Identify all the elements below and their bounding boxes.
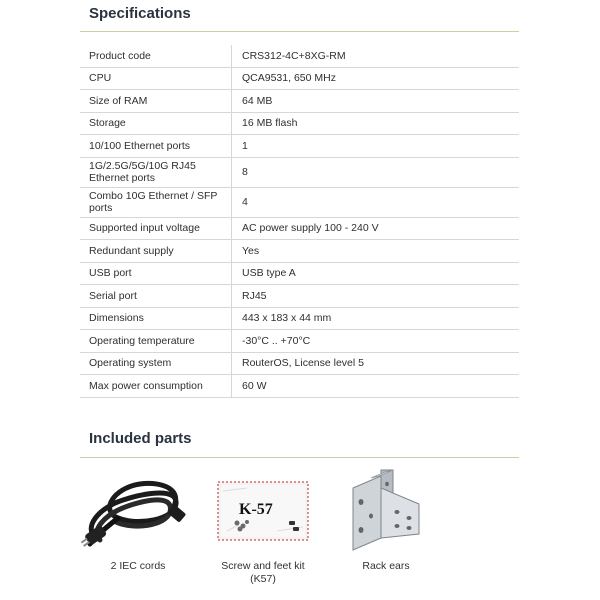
table-row (80, 307, 519, 330)
part-rack-ears (311, 468, 461, 573)
table-row (80, 112, 519, 135)
table-row (80, 157, 519, 187)
svg-text:K-57: K-57 (239, 501, 273, 518)
specifications-divider (80, 31, 519, 32)
table-row (80, 67, 519, 90)
spec-key: Serial port (80, 285, 232, 308)
spec-value: RouterOS, License level 5 (232, 352, 520, 375)
spec-value: Yes (232, 240, 520, 263)
spec-key: Max power consumption (80, 375, 232, 398)
table-row (80, 285, 519, 308)
spec-key: USB port (80, 262, 232, 285)
spec-value: 443 x 183 x 44 mm (232, 307, 520, 330)
spec-value: 8 (232, 157, 520, 187)
spec-value: 64 MB (232, 90, 520, 113)
spec-value: 1 (232, 135, 520, 158)
spec-key: Dimensions (80, 307, 232, 330)
table-row (80, 240, 519, 263)
table-row (80, 217, 519, 240)
table-row (80, 352, 519, 375)
included-parts-title: Included parts (89, 430, 192, 447)
table-row (80, 330, 519, 353)
specifications-table (80, 45, 519, 398)
spec-value: -30°C .. +70°C (232, 330, 520, 353)
table-row (80, 187, 519, 217)
spec-value: AC power supply 100 - 240 V (232, 217, 520, 240)
spec-key: 10/100 Ethernet ports (80, 135, 232, 158)
spec-key: Storage (80, 112, 232, 135)
spec-key: 1G/2.5G/5G/10G RJ45 Ethernet ports (80, 157, 232, 187)
spec-value: QCA9531, 650 MHz (232, 67, 520, 90)
spec-key: Operating temperature (80, 330, 232, 353)
spec-key: Size of RAM (80, 90, 232, 113)
spec-key: CPU (80, 67, 232, 90)
spec-key: Product code (80, 45, 232, 67)
included-parts-divider (80, 457, 519, 458)
spec-value: USB type A (232, 262, 520, 285)
part-caption: Screw and feet kit (K57) (221, 560, 305, 585)
table-row (80, 90, 519, 113)
rack-ear-bracket-icon (311, 468, 461, 554)
spec-key: Combo 10G Ethernet / SFP ports (80, 187, 232, 217)
part-caption: 2 IEC cords (110, 560, 166, 572)
table-row (80, 375, 519, 398)
spec-key: Operating system (80, 352, 232, 375)
spec-value: RJ45 (232, 285, 520, 308)
spec-value: 60 W (232, 375, 520, 398)
table-row (80, 262, 519, 285)
table-row (80, 135, 519, 158)
spec-value: CRS312-4C+8XG-RM (232, 45, 520, 67)
part-caption: Rack ears (362, 560, 410, 572)
spec-value: 4 (232, 187, 520, 217)
spec-value: 16 MB flash (232, 112, 520, 135)
spec-key: Supported input voltage (80, 217, 232, 240)
spec-key: Redundant supply (80, 240, 232, 263)
table-row (80, 45, 519, 67)
specifications-title: Specifications (89, 5, 191, 22)
